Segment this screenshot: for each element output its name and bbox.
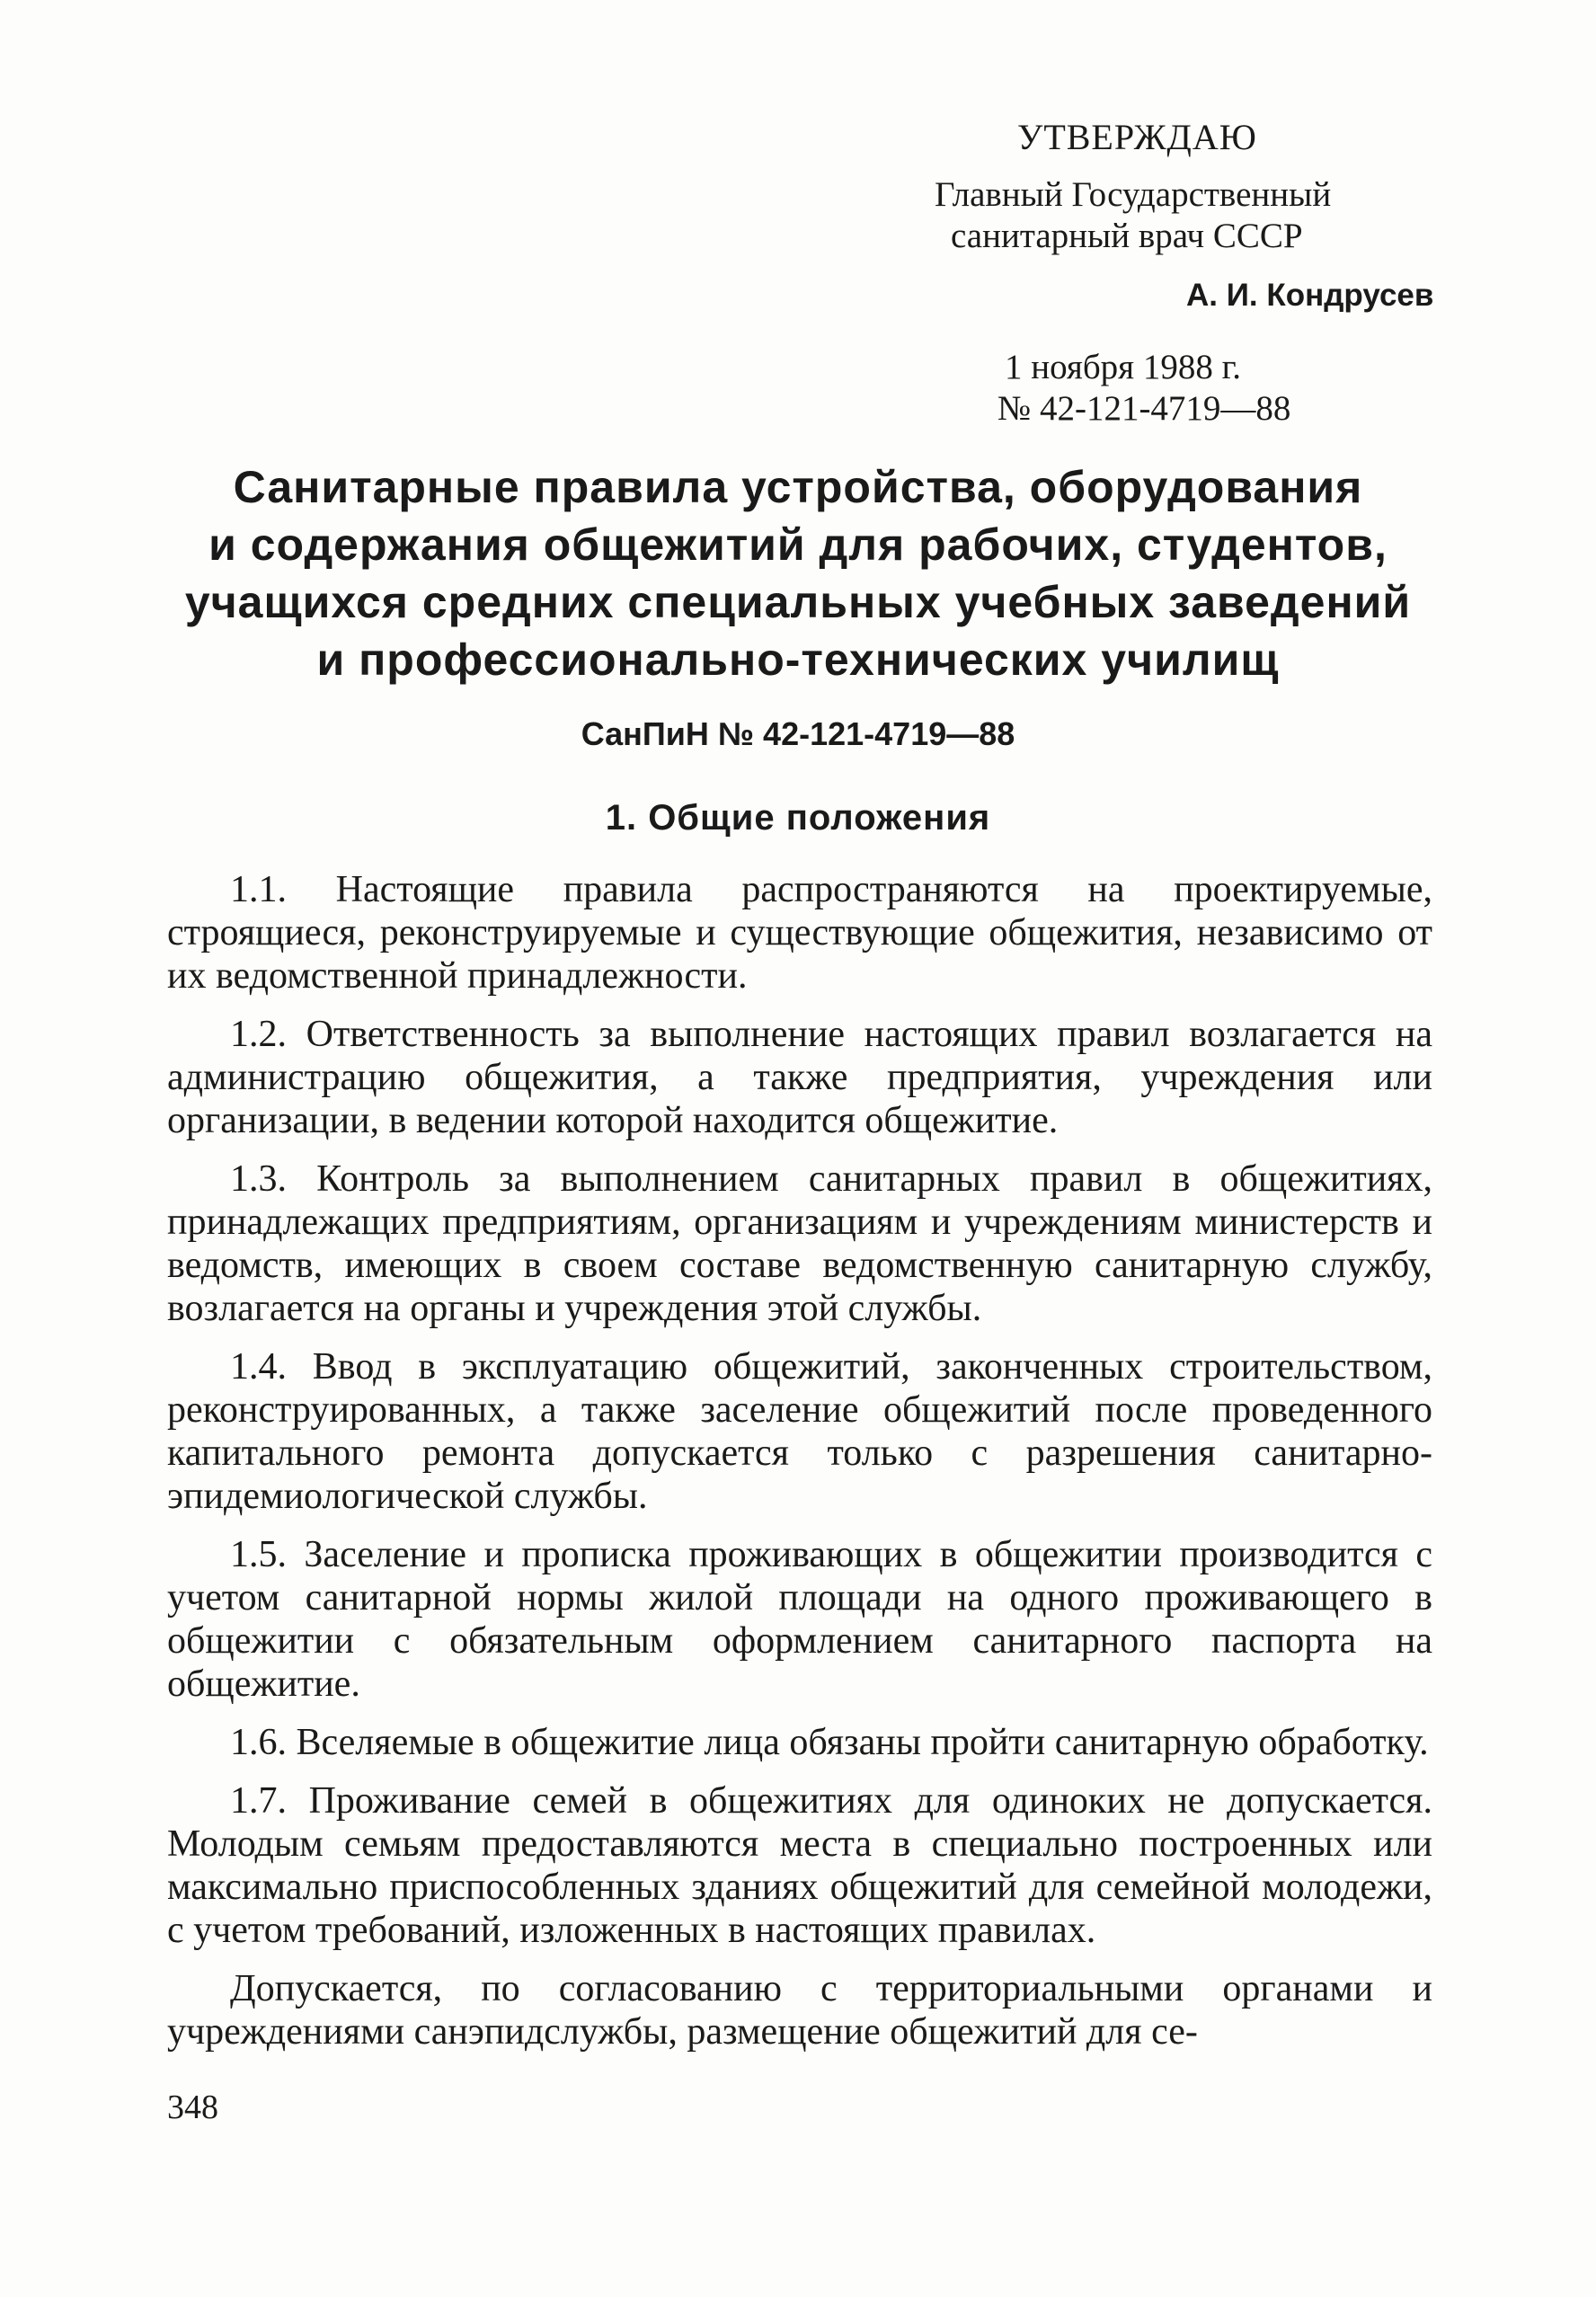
- paragraph: 1.1. Настоящие правила распространяются на проектируемые, строящиеся, реконструируемые и существующие общежития, независимо от их ведомственной принадлежности.: [167, 869, 1432, 997]
- approver-name: А. И. Кондрусев: [1186, 278, 1434, 313]
- paragraph: 1.3. Контроль за выполнением санитарных правил в общежитиях, принадлежащих предприятиям, организациям и учреждениям министерств и ведомств, имеющих в своем составе ведомственную санитарную службу, возлагается на органы и учреждения этой службы.: [167, 1158, 1432, 1329]
- approval-heading: УТВЕРЖДАЮ: [1017, 117, 1257, 157]
- paragraph: 1.6. Вселяемые в общежитие лица обязаны пройти санитарную обработку.: [230, 1722, 1429, 1763]
- section-heading: 1. Общие положения: [605, 798, 991, 838]
- approval-number: № 42-121-4719—88: [998, 389, 1291, 428]
- paragraph: 1.4. Ввод в эксплуатацию общежитий, законченных строительством, реконструированных, а также заселение общежитий после проведенного капитального ремонта допускается только с разрешения санитарно-эпидемиологической службы.: [167, 1346, 1432, 1517]
- page-number: 348: [167, 2089, 218, 2126]
- paragraph: 1.5. Заселение и прописка проживающих в общежитии производится с учетом санитарной нормы жилой площади на одного проживающего в общежитии с обязательным оформлением санитарного паспорта на общежитие.: [167, 1534, 1432, 1705]
- approval-date: 1 ноября 1988 г.: [1005, 348, 1241, 386]
- title-line: и профессионально-технических училищ: [316, 634, 1280, 685]
- document-code: СанПиН № 42-121-4719—88: [581, 715, 1015, 752]
- paragraph: Допускается, по согласованию с территориальными органами и учреждениями санэпидслужбы, размещение общежитий для се-: [167, 1968, 1432, 2053]
- approver-position-line2: санитарный врач СССР: [951, 217, 1303, 255]
- title-line: Санитарные правила устройства, оборудования: [233, 462, 1363, 512]
- paragraph: 1.7. Проживание семей в общежитиях для одиноких не допускается. Молодым семьям предоставляются места в специально построенных или максимально приспособленных зданиях общежитий для семейной молодежи, с учетом требований, изложенных в настоящих правилах.: [167, 1780, 1432, 1951]
- title-line: и содержания общежитий для рабочих, студентов,: [208, 519, 1388, 570]
- document-body: [167, 868, 1432, 2069]
- paragraph: 1.2. Ответственность за выполнение настоящих правил возлагается на администрацию общежития, а также предприятия, учреждения или организации, в ведении которой находится общежитие.: [167, 1014, 1432, 1141]
- title-line: учащихся средних специальных учебных заведений: [184, 577, 1412, 627]
- approver-position-line1: Главный Государственный: [935, 175, 1332, 214]
- document-title: [162, 458, 1434, 688]
